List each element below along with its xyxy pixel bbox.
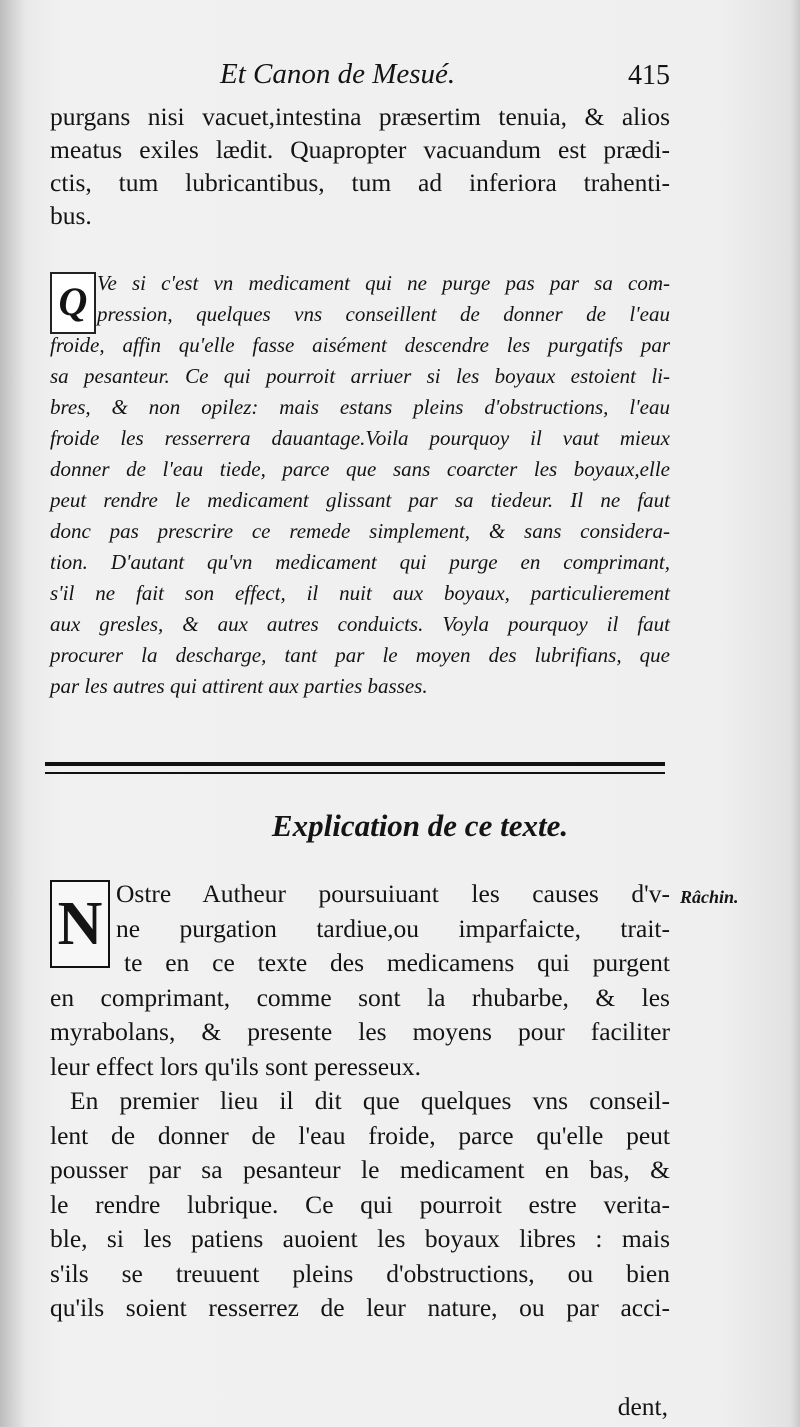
section-heading: Explication de ce texte. [271, 808, 569, 843]
french-line: froide les resserrera dauantage.Voila pourquoy il vaut mieux [50, 426, 670, 450]
explication-line: ble, si les patiens auoient les boyaux libres : mais [50, 1224, 670, 1253]
explication-line: En premier lieu il dit que quelques vns conseil- [70, 1086, 670, 1115]
french-line: froide, affin qu'elle fasse aisément descendre les purgatifs par [50, 333, 670, 357]
latin-line: purgans nisi vacuet,intestina præsertim tenuia, & alios [50, 102, 670, 131]
explication-line: Ostre Autheur poursuiuant les causes d'v- [116, 879, 670, 908]
french-line: peut rendre le medicament glissant par sa tiedeur. Il ne faut [50, 488, 670, 512]
explication-line: en comprimant, comme sont la rhubarbe, & les [50, 982, 670, 1012]
explication-line: ne purgation tardiue,ou imparfaicte, trait- [116, 913, 670, 943]
initial-letter: Q [58, 279, 88, 324]
explication-line: lent de donner de l'eau froide, parce qu'elle peut [50, 1120, 670, 1150]
french-line: Ve si c'est vn medicament qui ne purge pas par sa com- [97, 271, 670, 295]
french-line: donner de l'eau tiede, parce que sans coarcter les boyaux,elle [50, 457, 670, 481]
explication-line: pousser par sa pesanteur le medicament en bas, & [50, 1155, 670, 1184]
french-line: bres, & non opilez: mais estans pleins d'obstructions, l'eau [50, 395, 670, 419]
explication-line: qu'ils soient resserrez de leur nature, ou par acci- [50, 1293, 670, 1322]
latin-line: ctis, tum lubricantibus, tum ad inferiora trahenti- [50, 168, 670, 197]
page-number: 415 [628, 60, 670, 91]
french-line: par les autres qui attirent aux parties basses. [50, 674, 428, 698]
explication-line: myrabolans, & presente les moyens pour faciliter [50, 1017, 670, 1046]
catchword: dent, [617, 1392, 668, 1421]
running-title: Et Canon de Mesué. [220, 58, 456, 90]
margin-note: Râchin. [680, 887, 739, 907]
french-line: pression, quelques vns conseillent de donner de l'eau [97, 302, 670, 326]
running-header [220, 58, 670, 98]
french-translation-block [50, 268, 670, 702]
french-line: aux gresles, & aux autres conduicts. Voyla pourquoy il faut [50, 612, 670, 636]
french-line: procurer la descharge, tant par le moyen des lubrifians, que [50, 643, 670, 667]
explication-line: leur effect lors qu'ils sont peresseux. [50, 1051, 421, 1081]
section-divider-rule [45, 762, 665, 774]
explication-line: le rendre lubrique. Ce qui pourroit estre verita- [50, 1189, 670, 1219]
french-line: tion. D'autant qu'vn medicament qui purge en comprimant, [50, 550, 670, 574]
french-line: donc pas prescrire ce remede simplement, & sans considera- [50, 519, 670, 543]
latin-text-block [50, 100, 670, 232]
explication-line: s'ils se treuuent pleins d'obstructions, ou bien [50, 1258, 670, 1288]
explication-line: te en ce texte des medicamens qui purgent [124, 948, 670, 977]
explication-text-block [50, 877, 670, 1326]
french-line: sa pesanteur. Ce qui pourroit arriuer si les boyaux estoient li- [50, 364, 670, 388]
initial-letter: N [57, 890, 103, 958]
latin-line: meatus exiles lædit. Quapropter vacuandum est prædi- [50, 135, 670, 164]
french-line: s'il ne fait son effect, il nuit aux boyaux, particulierement [50, 581, 670, 605]
latin-line: bus. [50, 201, 92, 230]
